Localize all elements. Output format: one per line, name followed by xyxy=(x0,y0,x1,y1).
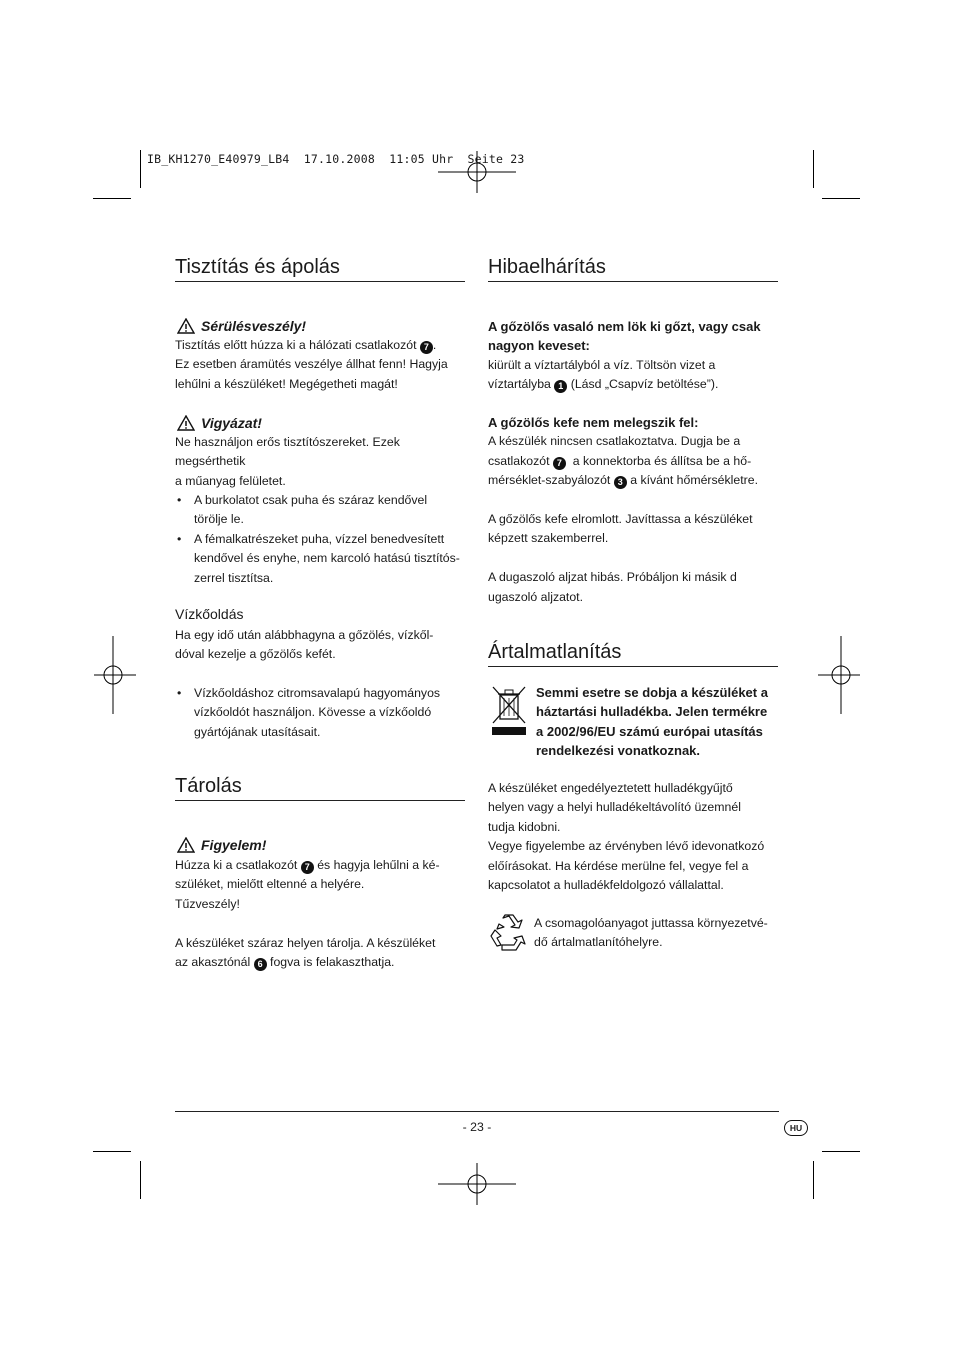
caution-text: Ne használjon erős tisztítószereket. Ezek megsérthetik a műanyag felületet. xyxy=(175,435,400,488)
part-number-badge: 7 xyxy=(301,861,314,874)
cleaning-bullets xyxy=(175,491,470,588)
warning-heading xyxy=(177,316,306,336)
crop-mark xyxy=(822,1151,860,1152)
title-rule xyxy=(488,281,778,282)
crop-mark xyxy=(93,1151,131,1152)
trouble-item-1: A gőzölős vasaló nem lök ki gőzt, vagy csak nagyon keveset: kiürült a víztartályból a víz. Töltsön vizet a víztartályba 1 (Lásd „Csapvíz betöltése”). xyxy=(488,317,788,395)
section-title-cleaning: Tisztítás és ápolás xyxy=(175,256,340,278)
footer-rule xyxy=(175,1111,779,1112)
caution-title: Vigyázat! xyxy=(201,415,262,431)
packaging-text: A csomagolóanyagot juttassa környezetvé- dő ártalmatlanítóhelyre. xyxy=(534,916,768,950)
part-number-badge: 1 xyxy=(554,380,567,393)
registration-mark-left xyxy=(90,636,136,714)
list-item: • Vízkőoldáshoz citromsavalapú hagyományos vízkőoldót használjon. Kövesse a vízkőoldó gyártójának utasításait. xyxy=(175,684,470,742)
warning-triangle-icon xyxy=(177,318,195,334)
registration-mark-right xyxy=(818,636,864,714)
crop-mark xyxy=(140,1161,141,1199)
trouble-item-2: A gőzölős kefe nem melegszik fel: A készülék nincsen csatlakoztatva. Dugja be a csatlakozót 7 a konnektorba és állítsa be a hő- mérséklet-szabyálozót 3 a kívánt hőmérsékletre. A gőzölős kefe elromlott. Javíttassa a készüléket képzett szakemberrel. A dugaszoló aljzat hibás. Próbáljon ki másik d ugaszoló aljzatot. xyxy=(488,415,758,604)
part-number-badge: 7 xyxy=(553,457,566,470)
caution-heading xyxy=(177,413,262,433)
crossed-bin-icon xyxy=(491,685,527,737)
warning-triangle-icon xyxy=(177,415,195,431)
list-item: • A fémalkatrészeket puha, vízzel benedvesített kendővel és enyhe, nem karcoló hatású tisztítós- zerrel tisztítsa. xyxy=(175,530,470,588)
part-number-badge: 3 xyxy=(614,476,627,489)
list-item: • A burkolatot csak puha és száraz kendővel törölje le. xyxy=(175,491,470,530)
print-slug: IB_KH1270_E40979_LB4 17.10.2008 11:05 Uhr Seite 23 xyxy=(147,152,525,166)
part-number-badge: 7 xyxy=(420,341,433,354)
crop-mark xyxy=(140,150,141,188)
section-title-disposal: Ártalmatlanítás xyxy=(488,641,622,663)
attention-title: Figyelem! xyxy=(201,837,267,853)
registration-mark-top xyxy=(438,133,516,211)
warning-title: Sérülésveszély! xyxy=(201,318,307,334)
part-number-badge: 6 xyxy=(254,958,267,971)
crop-mark xyxy=(813,150,814,188)
registration-mark-bottom xyxy=(438,1145,516,1223)
recycling-icon xyxy=(489,914,529,952)
disposal-warning: Semmi esetre se dobja a készüléket a háztartási hulladékba. Jelen termékre a 2002/96/EU számú európai utasítás rendelkezési vonatkoznak. xyxy=(536,685,768,759)
crop-mark xyxy=(822,198,860,199)
attention-heading xyxy=(177,835,266,855)
section-title-storage: Tárolás xyxy=(175,775,242,797)
warning-text: Tisztítás előtt húzza ki a hálózati csatlakozót 7 . Ez esetben áramütés veszélye állhat fenn! Hagyja lehűlni a készüléket! Megégetheti magát! xyxy=(175,338,448,391)
title-rule xyxy=(175,800,465,801)
descale-bullet xyxy=(175,684,470,742)
title-rule xyxy=(488,666,778,667)
crop-mark xyxy=(93,198,131,199)
section-title-troubleshooting: Hibaelhárítás xyxy=(488,256,606,278)
warning-triangle-icon xyxy=(177,837,195,853)
disposal-text: A készüléket engedélyeztetett hulladékgyűjtő helyen vagy a helyi hulladékeltávolító üzemnél tudja kidobni. Vegye figyelembe az érvényben lévő idevonatkozó előírásokat. Ha kérdése merülne fel, vegye fel a kapcsolatot a hulladékfeldolgozó vállalattal. xyxy=(488,781,765,893)
descale-text: Ha egy idő után alábbhagyna a gőzölés, vízkől- dóval kezelje a gőzölős kefét. xyxy=(175,628,434,662)
storage-text: Húzza ki a csatlakozót 7 és hagyja lehűlni a ké- szüléket, mielőtt eltenné a helyére. Tűzveszély! A készüléket száraz helyen tárolja. A készüléket az akasztónál 6 fogva is felakaszthatja. xyxy=(175,856,470,972)
language-badge: HU xyxy=(784,1120,808,1136)
title-rule xyxy=(175,281,465,282)
page-number: - 23 - xyxy=(462,1120,492,1134)
crop-mark xyxy=(813,1161,814,1199)
descale-title: Vízkőoldás xyxy=(175,606,244,622)
